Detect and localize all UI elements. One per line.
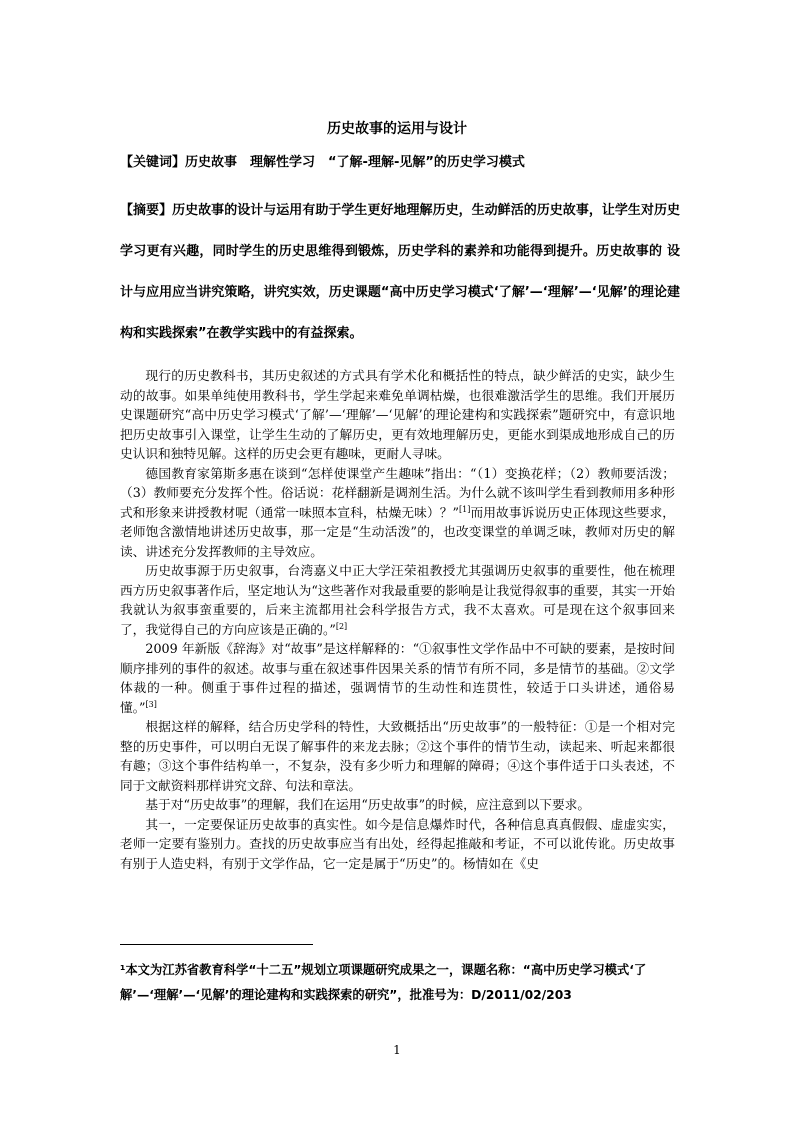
body-paragraph-4: 2009 年新版《辞海》对“故事”是这样解释的：“①叙事性文学作品中不可缺的要素，是按时间顺序排列的事件的叙述。故事与重在叙述事件因果关系的情节有所不同，多是情节的基础。②文学体裁的一种。侧重于事件过程的描述，强调情节的生动性和连贯性，较适于口头讲述，通俗易懂。”[3] — [120, 641, 675, 715]
abstract-paragraph: 【摘要】历史故事的设计与运用有助于学生更好地理解历史，生动鲜活的历史故事，让学生对历史学习更有兴趣，同时学生的历史思维得到锻炼，历史学科的素养和功能得到提升。历史故事的 设计与应用应当讲究策略，讲究实效，历史课题“高中历史学习模式‘了解’—‘理解’—‘见解’的理论建构和实践探索”在教学实践中的有益探索。 — [120, 203, 680, 341]
footnote: ¹本文为江苏省教育科学“十二五”规划立项课题研究成果之一，课题名称：“高中历史学习模式‘了解’—‘理解’—‘见解’的理论建构和实践探索的研究”，批准号为：D/2011/02/203 — [120, 963, 647, 1002]
body-paragraph-5: 根据这样的解释，结合历史学科的特性，大致概括出“历史故事”的一般特征：①是一个相对完整的历史事件，可以明白无误了解事件的来龙去脉；②这个事件的情节生动，读起来、听起来都很有趣；③这个事件结构单一，不复杂，没有多少听力和理解的障碍；④这个事件适于口头表述，不同于文献资料那样讲究文辞、句法和章法。 — [120, 719, 675, 793]
body-paragraph-3: 历史故事源于历史叙事，台湾嘉义中正大学汪荣祖教授尤其强调历史叙事的重要性，他在梳理西方历史叙事著作后，坚定地认为“这些著作对我最重要的影响是让我觉得叙事的重要，其实一开始我就认为叙事蛮重要的，后来主流都用社会科学报告方式，我不太喜欢。可是现在这个叙事回来了，我觉得自己的方向应该是正确的。”[2] — [120, 563, 675, 637]
body-paragraph-2: 德国教育家第斯多惠在谈到“怎样使课堂产生趣味”指出：“（1）变换花样；（2）教师要活泼；（3）教师要充分发挥个性。俗话说：花样翻新是调剂生活。为什么就不该叫学生看到教师用多种形式和形象来讲授教材呢（通常一味照本宣科，枯燥无味）？”[1]而用故事诉说历史正体现这些要求，老师饱含激情地讲述历史故事，那一定是“生动活泼”的，也改变课堂的单调乏味，教师对历史的解读、讲述充分发挥教师的主导效应。 — [120, 465, 675, 559]
body-paragraph-6: 基于对“历史故事”的理解，我们在运用“历史故事”的时候，应注意到以下要求。 — [145, 797, 591, 812]
page-number: 1 — [393, 1043, 401, 1057]
citation-ref: [2] — [335, 621, 348, 631]
body-paragraph-1: 现行的历史教科书，其历史叙述的方式具有学术化和概括性的特点，缺少鲜活的史实，缺少生动的故事。如果单纯使用教科书，学生学起来难免单调枯燥，也很难激活学生的思维。我们开展历史课题研究“高中历史学习模式‘了解’—‘理解’—‘见解’的理论建构和实践探索”题研究中，有意识地把历史故事引入课堂，让学生生动的了解历史，更有效地理解历史，更能水到渠成地形成自己的历史认识和独特见解。这样的历史会更有趣味，更耐人寻味。 — [120, 368, 675, 461]
body-text — [120, 366, 675, 873]
citation-ref: [1] — [459, 504, 471, 514]
body-paragraph-7: 其一，一定要保证历史故事的真实性。如今是信息爆炸时代，各种信息真真假假、虚虚实实，老师一定要有鉴别力。查找的历史故事应当有出处，经得起推敲和考证，不可以讹传讹。历史故事有别于人造史料，有别于文学作品，它一定是属于“历史”的。杨情如在《史 — [120, 816, 675, 871]
citation-ref: [3] — [145, 699, 157, 709]
document-title: 历史故事的运用与设计 — [327, 121, 467, 137]
footnote-divider — [120, 944, 313, 945]
keywords-line: 【关键词】历史故事 理解性学习 “了解-理解-见解”的历史学习模式 — [120, 155, 525, 170]
